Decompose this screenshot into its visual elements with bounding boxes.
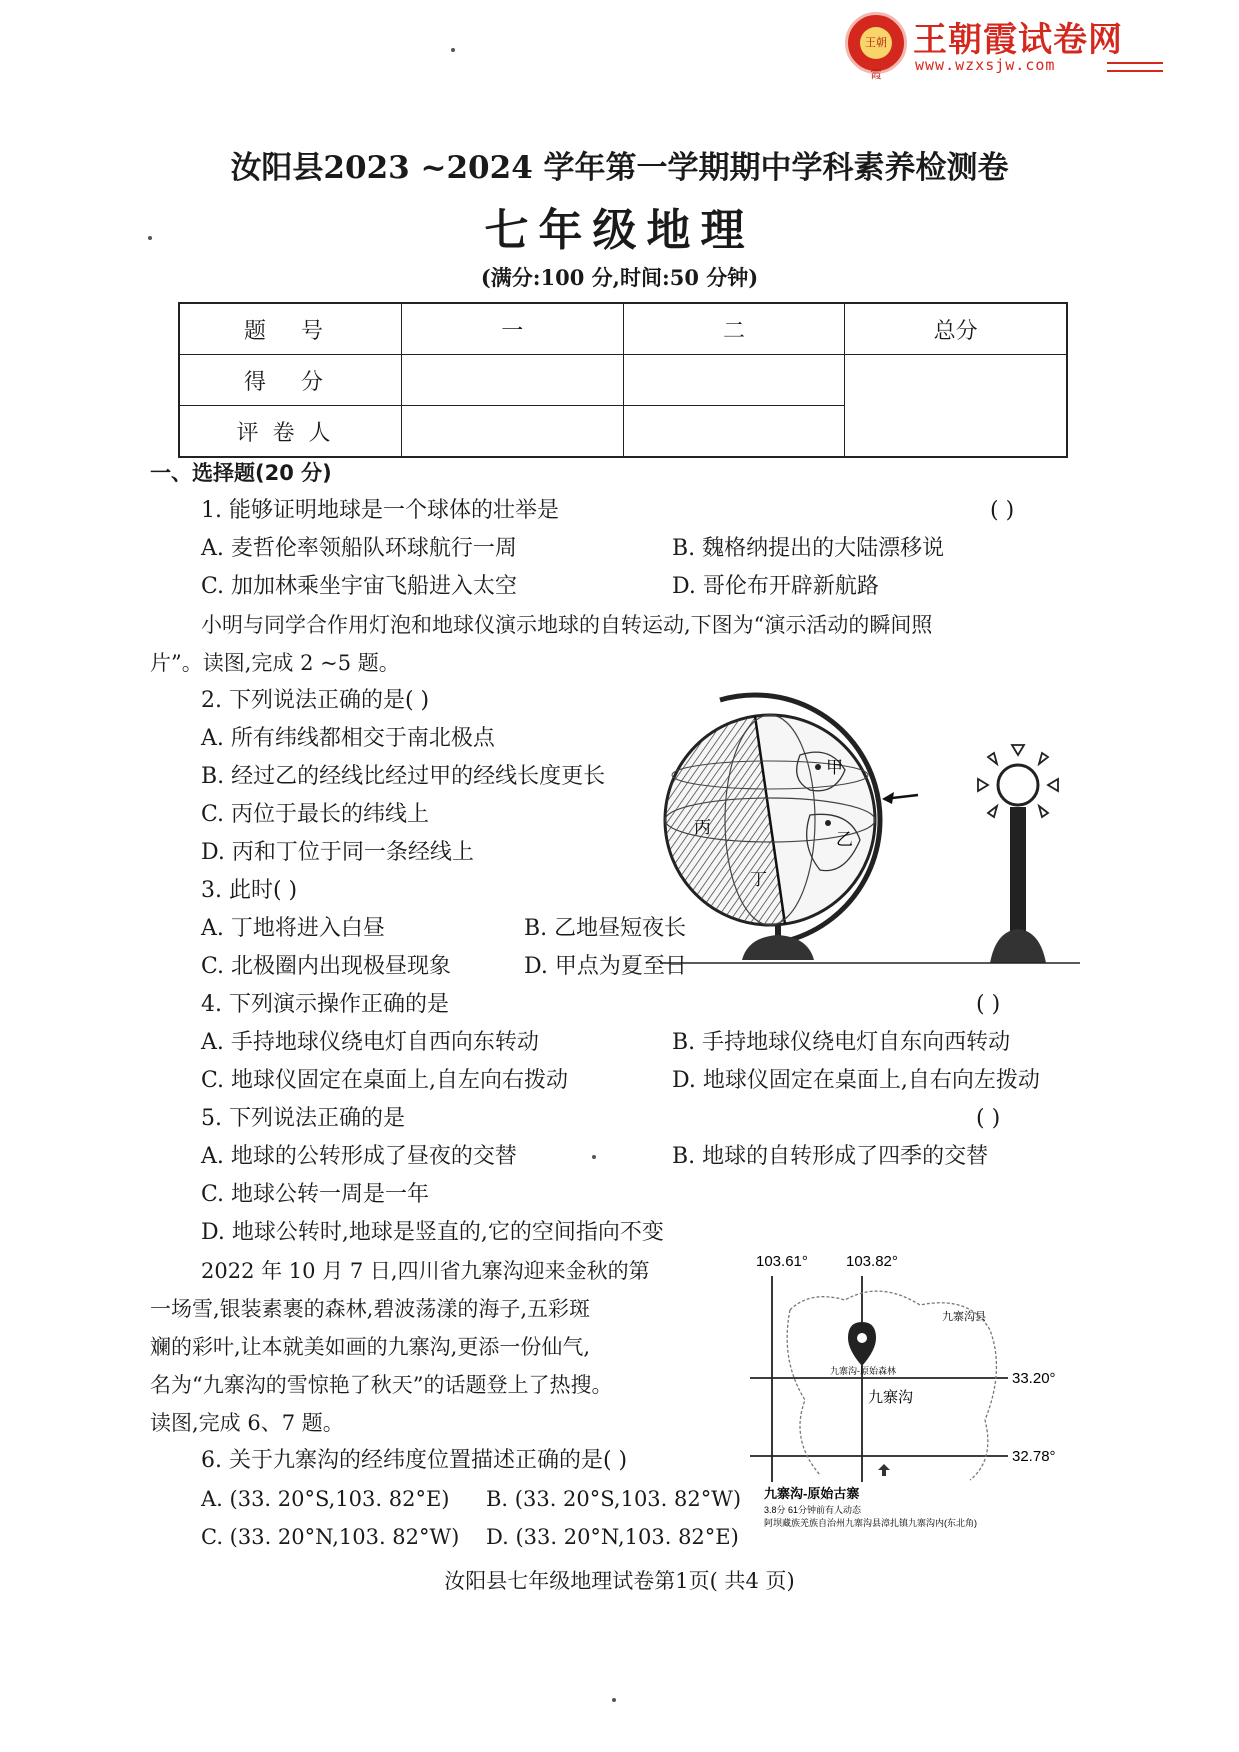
- score-row-label: 得 分: [179, 355, 401, 406]
- globe: [665, 695, 880, 960]
- lamp: [978, 745, 1058, 963]
- option: A. 丁地将进入白昼: [201, 916, 385, 941]
- option: A. 麦哲伦率领船队环球航行一周: [201, 536, 517, 561]
- question-5-stem: 5. 下列说法正确的是: [201, 1106, 405, 1131]
- option: C. (33. 20°N,103. 82°W): [201, 1525, 460, 1549]
- lat-bottom-label: 32.78°: [1012, 1448, 1056, 1465]
- exam-meta: (满分:100 分,时间:50 分钟): [480, 265, 759, 290]
- option: D. 丙和丁位于同一条经线上: [201, 840, 474, 865]
- lon-left-label: 103.61°: [756, 1253, 808, 1270]
- score-header-cell: 二: [623, 303, 845, 355]
- option: A. (33. 20°S,103. 82°E): [201, 1487, 450, 1511]
- passage-line: 2022 年 10 月 7 日,四川省九寨沟迎来金秋的第: [201, 1259, 650, 1283]
- grader-input-cell[interactable]: [623, 406, 845, 458]
- option: B. 地球的自转形成了四季的交替: [672, 1144, 989, 1169]
- score-header-cell: 题 号: [179, 303, 401, 355]
- question-6-stem: 6. 关于九寨沟的经纬度位置描述正确的是( ): [201, 1448, 628, 1473]
- passage-line: 一场雪,银装素裹的森林,碧波荡漾的海子,五彩斑: [150, 1297, 591, 1321]
- question-3-stem: 3. 此时( ): [201, 878, 298, 903]
- question-1-stem: 1. 能够证明地球是一个球体的壮举是: [201, 498, 559, 523]
- score-table: [178, 302, 1068, 458]
- location-pin-icon: [848, 1322, 876, 1366]
- score-input-cell[interactable]: [401, 355, 623, 406]
- label-bing: 丙: [694, 818, 711, 837]
- marker-label: 九寨沟-原始森林: [830, 1366, 896, 1376]
- point-yi-marker: [825, 820, 831, 826]
- option: B. 魏格纳提出的大陆漂移说: [672, 536, 945, 561]
- total-score-cell[interactable]: [845, 355, 1067, 458]
- lat-top-label: 33.20°: [1012, 1370, 1056, 1387]
- score-table-header-row: [179, 303, 1067, 355]
- option: A. 地球的公转形成了昼夜的交替: [201, 1144, 517, 1169]
- option: B. 乙地昼短夜长: [524, 916, 687, 941]
- grader-input-cell[interactable]: [401, 406, 623, 458]
- direction-arrow: [882, 792, 918, 804]
- point-jia-marker: [815, 764, 821, 770]
- section-title: 一、选择题(20 分): [150, 461, 332, 485]
- globe-base: [742, 935, 814, 960]
- option: D. 地球公转时,地球是竖直的,它的空间指向不变: [201, 1220, 664, 1245]
- lamp-bulb-icon: [998, 765, 1038, 805]
- score-header-cell: 一: [401, 303, 623, 355]
- map-caption-line: 阿坝藏族羌族自治州九寨沟县漳扎镇九寨沟内(东北角): [764, 1518, 977, 1528]
- option: D. 甲点为夏至日: [524, 954, 687, 979]
- answer-bracket[interactable]: ( ): [976, 1106, 1001, 1131]
- passage-line: 读图,完成 6、7 题。: [150, 1411, 344, 1435]
- option: D. 地球仪固定在桌面上,自右向左拨动: [672, 1068, 1040, 1093]
- option: D. (33. 20°N,103. 82°E): [486, 1525, 739, 1549]
- option: A. 所有纬线都相交于南北极点: [201, 726, 495, 751]
- score-table-row: [179, 355, 1067, 406]
- label-yi: 乙: [836, 830, 853, 849]
- logo-name: 王朝霞试卷网: [913, 20, 1123, 60]
- place-top-label: 九寨沟县: [942, 1311, 986, 1323]
- passage-line: 名为“九寨沟的雪惊艳了秋天”的话题登上了热搜。: [150, 1373, 613, 1397]
- poi-icon: [878, 1464, 890, 1476]
- exam-title: 汝阳县2023 ~2024 学年第一学期期中学科素养检测卷: [230, 150, 1009, 186]
- subject-title: 七年级地理: [484, 205, 755, 256]
- page-footer: 汝阳县七年级地理试卷第1页( 共4 页): [444, 1569, 795, 1593]
- option: B. 手持地球仪绕电灯自东向西转动: [672, 1030, 1011, 1055]
- map-caption-line: 3.8分 61分钟前有人动态: [764, 1505, 862, 1515]
- globe-lamp-figure: [660, 675, 1080, 975]
- option: C. 丙位于最长的纬线上: [201, 802, 430, 827]
- option: A. 手持地球仪绕电灯自西向东转动: [201, 1030, 539, 1055]
- label-jia: 甲: [826, 758, 843, 777]
- place-label: 九寨沟: [868, 1390, 914, 1406]
- score-input-cell[interactable]: [623, 355, 845, 406]
- option: C. 北极圈内出现极昼现象: [201, 954, 452, 979]
- logo-badge-icon: 王朝霞: [845, 12, 907, 74]
- option: B. (33. 20°S,103. 82°W): [486, 1487, 742, 1511]
- scan-speck: [451, 48, 455, 52]
- site-logo: [845, 10, 1165, 80]
- score-row-label: 评卷人: [179, 406, 401, 458]
- option: C. 地球仪固定在桌面上,自左向右拨动: [201, 1068, 569, 1093]
- score-header-cell: 总分: [845, 303, 1067, 355]
- logo-url: www.wzxsjw.com: [915, 56, 1056, 74]
- location-pin-icon: [857, 1333, 867, 1343]
- option: C. 地球公转一周是一年: [201, 1182, 430, 1207]
- lamp-pole: [1010, 807, 1026, 931]
- question-2-stem: 2. 下列说法正确的是( ): [201, 688, 430, 713]
- scan-speck: [592, 1155, 596, 1159]
- question-4-stem: 4. 下列演示操作正确的是: [201, 992, 449, 1017]
- boundary-line: [787, 1310, 820, 1475]
- option: C. 加加林乘坐宇宙飞船进入太空: [201, 574, 518, 599]
- jiuzhaigou-map: [750, 1250, 1100, 1535]
- option: B. 经过乙的经线比经过甲的经线长度更长: [201, 764, 606, 789]
- passage-line: 小明与同学合作用灯泡和地球仪演示地球的自转运动,下图为“演示活动的瞬间照: [201, 613, 933, 637]
- passage-line: 斓的彩叶,让本就美如画的九寨沟,更添一份仙气,: [150, 1335, 591, 1359]
- map-caption-title: 九寨沟-原始古寨: [764, 1486, 860, 1501]
- scan-speck: [612, 1698, 616, 1702]
- answer-bracket[interactable]: ( ): [990, 498, 1015, 523]
- passage-line: 片”。读图,完成 2 ~5 题。: [150, 651, 400, 675]
- lamp-base: [990, 929, 1046, 963]
- logo-stripe: [1107, 62, 1163, 72]
- answer-bracket[interactable]: ( ): [976, 992, 1001, 1017]
- lon-right-label: 103.82°: [846, 1253, 898, 1270]
- option: D. 哥伦布开辟新航路: [672, 574, 879, 599]
- label-ding: 丁: [750, 870, 767, 889]
